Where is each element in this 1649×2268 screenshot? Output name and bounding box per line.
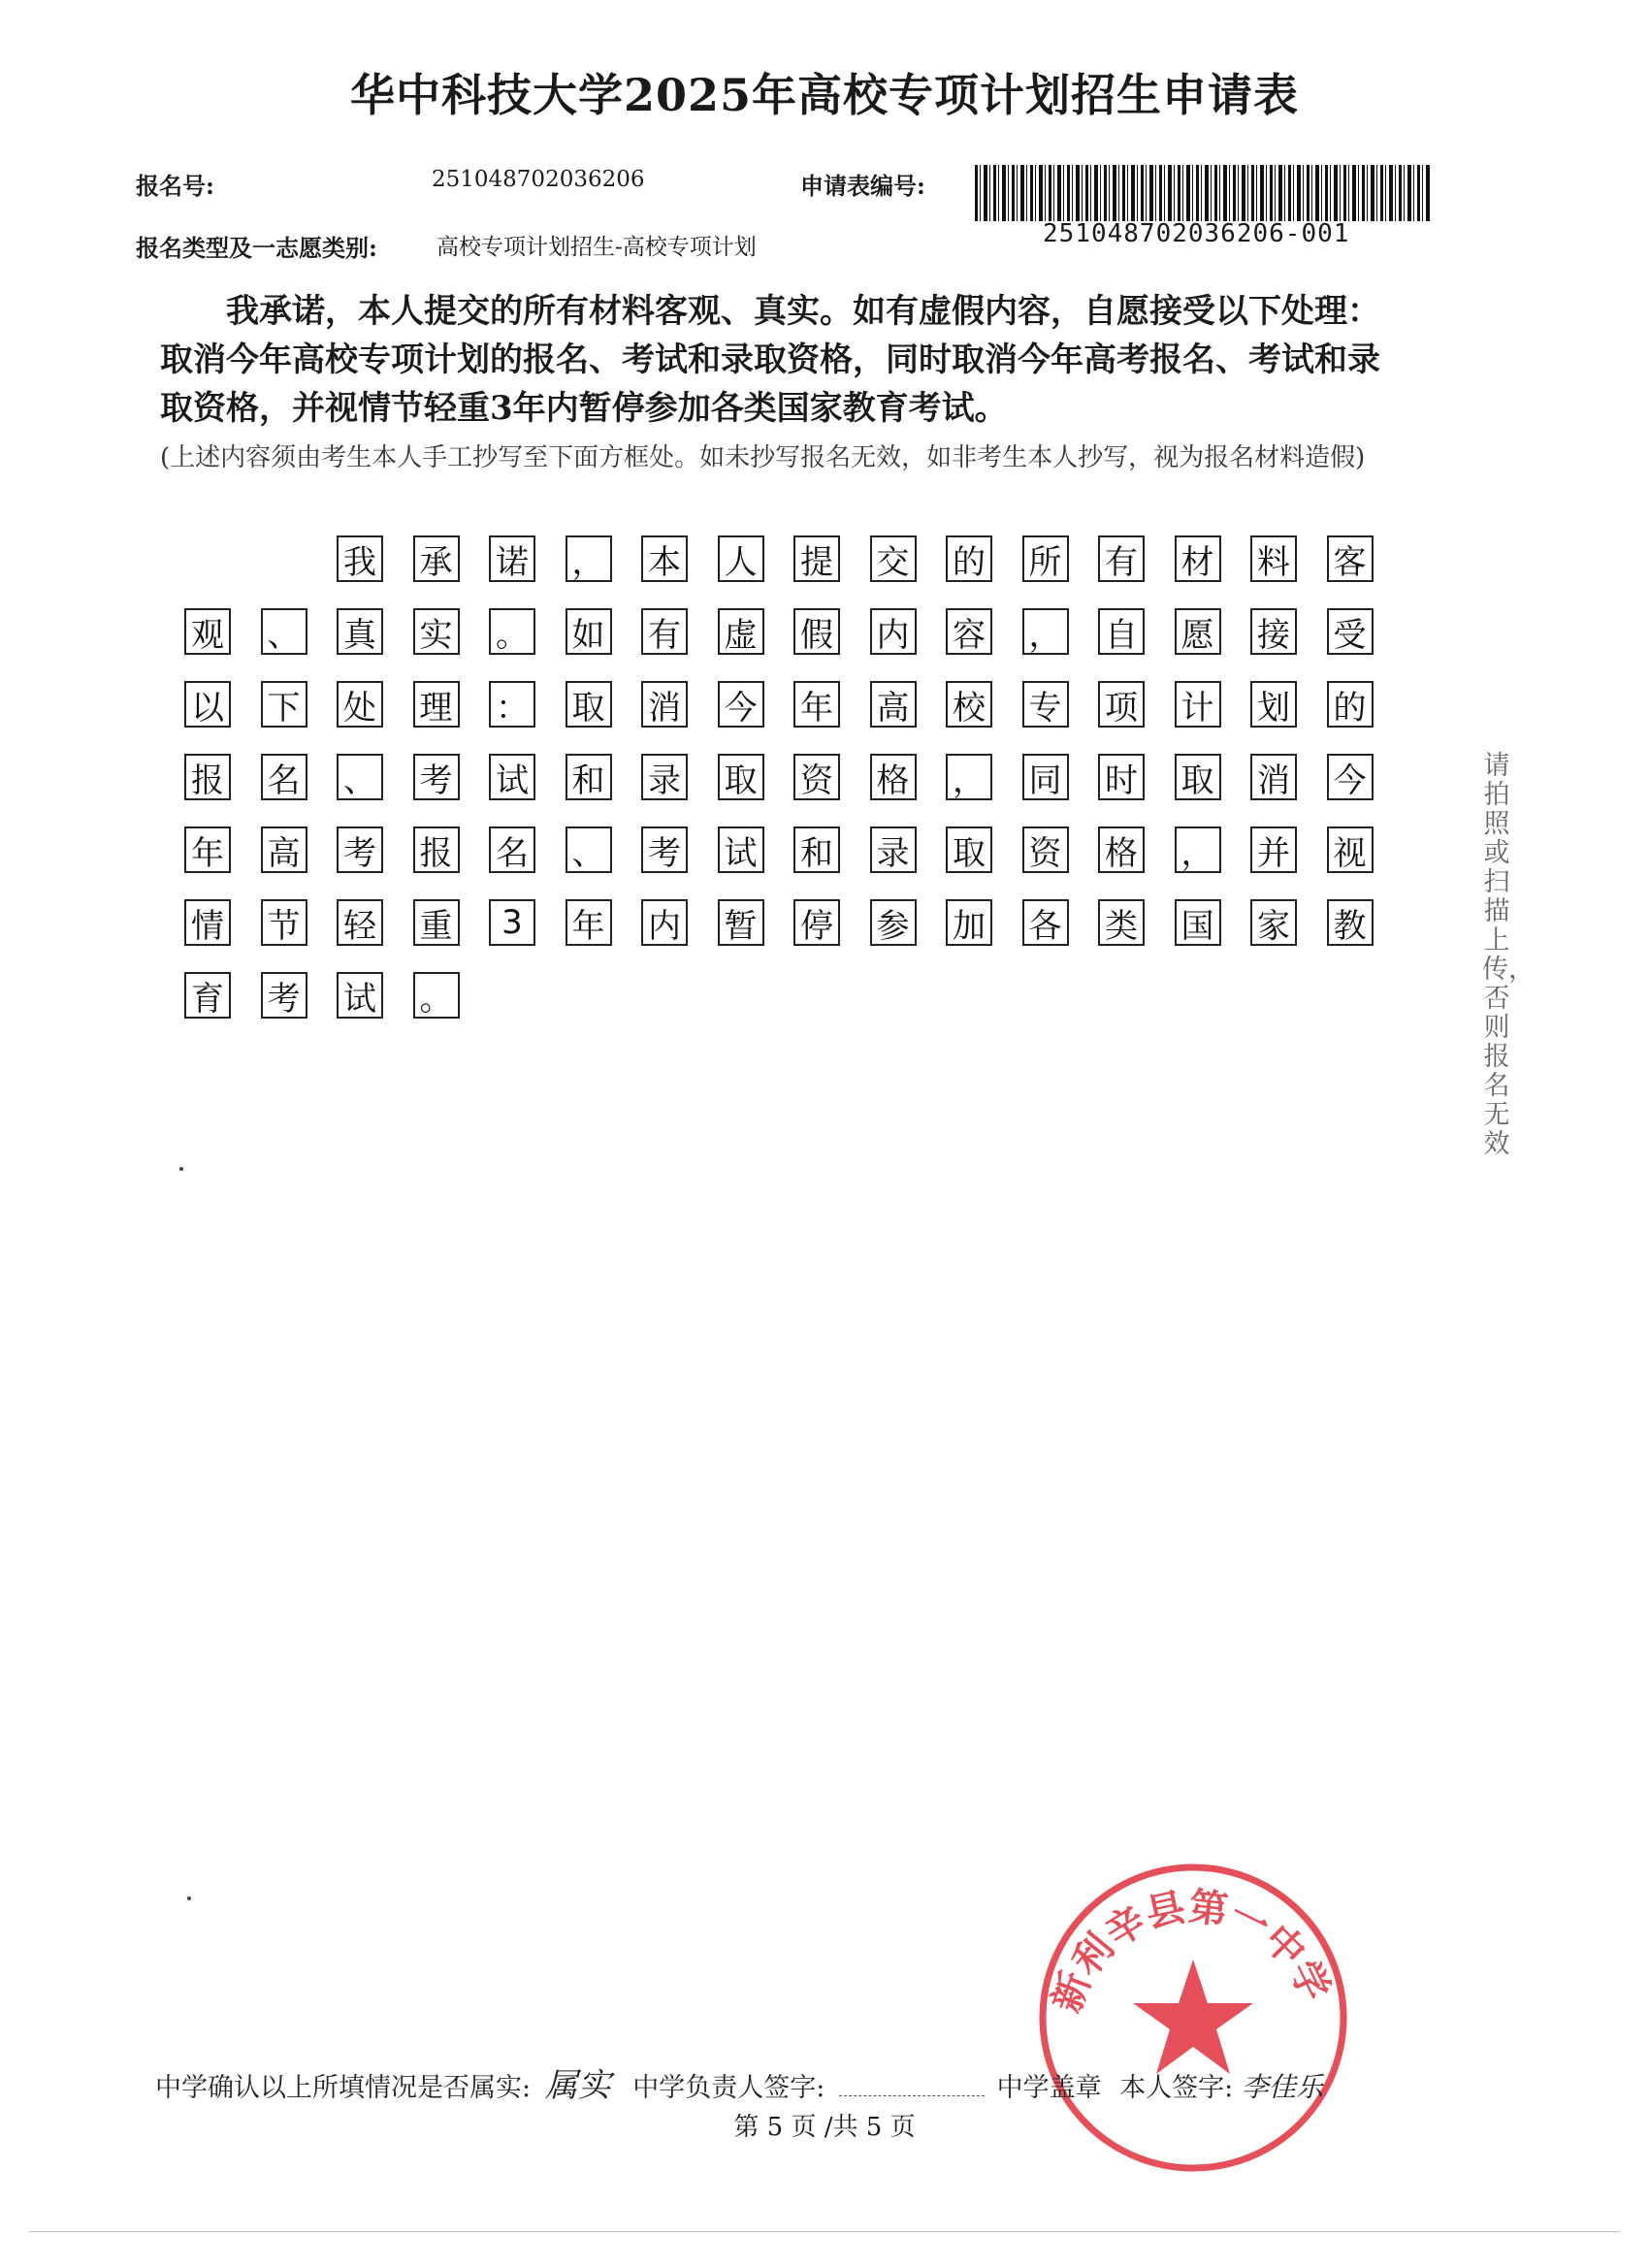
handwriting-cell: ， bbox=[946, 754, 992, 800]
handwriting-cell: 重 bbox=[413, 899, 460, 946]
handwriting-cell: 取 bbox=[718, 754, 764, 800]
seal-label: 中学盖章 bbox=[996, 2073, 1102, 2103]
scan-edge-line bbox=[29, 2231, 1620, 2232]
empty-slot bbox=[1327, 972, 1404, 1019]
handwriting-cell: 有 bbox=[641, 608, 688, 655]
handwriting-cell: 试 bbox=[489, 754, 535, 800]
handwriting-cell: 消 bbox=[641, 681, 688, 728]
handwriting-cell: 资 bbox=[1022, 826, 1069, 873]
handwriting-cell: 今 bbox=[718, 681, 764, 728]
empty-slot bbox=[566, 972, 642, 1019]
pledge-text: 我承诺，本人提交的所有材料客观、真实。如有虚假内容，自愿接受以下处理：取消今年高校专项计划的报名、考试和录取资格，同时取消今年高考报名、考试和录取资格，并视情节轻重3年内暂停参加各类国家教育考试。 bbox=[160, 292, 1380, 428]
empty-slot bbox=[870, 972, 947, 1019]
handwriting-grid bbox=[184, 535, 1406, 1019]
handwriting-cell: 格 bbox=[870, 754, 917, 800]
empty-slot bbox=[718, 972, 794, 1019]
handwriting-cell: 容 bbox=[946, 608, 992, 655]
handwriting-cell: 消 bbox=[1250, 754, 1297, 800]
reg-number-value: 251048702036206 bbox=[432, 167, 645, 192]
side-note: 请拍照或扫描上传，否则报名无效 bbox=[1482, 751, 1535, 1159]
barcode-number: 251048702036206-001 bbox=[1043, 219, 1350, 248]
scan-speck bbox=[187, 1896, 191, 1900]
type-label: 报名类型及一志愿类别: bbox=[136, 234, 377, 262]
empty-slot bbox=[1022, 972, 1099, 1019]
handwriting-cell: 有 bbox=[1098, 535, 1145, 582]
handwriting-cell: 实 bbox=[413, 608, 460, 655]
handwriting-cell: 育 bbox=[184, 972, 231, 1019]
handwriting-cell: ， bbox=[1022, 608, 1069, 655]
handwriting-cell: 类 bbox=[1098, 899, 1145, 946]
handwriting-cell: 教 bbox=[1327, 899, 1374, 946]
principal-sign-line bbox=[839, 2095, 985, 2096]
handwriting-cell: 年 bbox=[566, 899, 612, 946]
empty-slot bbox=[641, 972, 718, 1019]
handwriting-cell: 名 bbox=[261, 754, 307, 800]
footer-confirmation bbox=[155, 2058, 1323, 2106]
handwriting-cell: 报 bbox=[184, 754, 231, 800]
handwriting-cell: 同 bbox=[1022, 754, 1069, 800]
handwriting-cell: 各 bbox=[1022, 899, 1069, 946]
handwriting-cell: 考 bbox=[261, 972, 307, 1019]
self-sign-label: 本人签字: bbox=[1119, 2073, 1234, 2103]
handwriting-cell: 年 bbox=[184, 826, 231, 873]
handwriting-cell: ， bbox=[566, 535, 612, 582]
handwriting-cell: 格 bbox=[1098, 826, 1145, 873]
handwriting-cell: 高 bbox=[261, 826, 307, 873]
handwriting-cell: 接 bbox=[1250, 608, 1297, 655]
handwriting-cell: 家 bbox=[1250, 899, 1297, 946]
handwriting-cell: 取 bbox=[946, 826, 992, 873]
handwriting-cell: 如 bbox=[566, 608, 612, 655]
handwriting-cell: 本 bbox=[641, 535, 688, 582]
handwriting-cell: 诺 bbox=[489, 535, 535, 582]
reg-number-label: 报名号: bbox=[136, 172, 214, 200]
handwriting-cell: 我 bbox=[337, 535, 383, 582]
handwriting-cell: 停 bbox=[793, 899, 840, 946]
principal-sign-label: 中学负责人签字: bbox=[632, 2073, 825, 2103]
handwriting-cell: 试 bbox=[337, 972, 383, 1019]
empty-slot bbox=[1098, 972, 1175, 1019]
seal-star-icon bbox=[1133, 1960, 1253, 2074]
seal-text: 新利辛县第一中学 bbox=[1044, 1884, 1339, 2019]
handwriting-cell: 假 bbox=[793, 608, 840, 655]
handwriting-cell: 录 bbox=[641, 754, 688, 800]
handwriting-cell: 、 bbox=[566, 826, 612, 873]
handwriting-cell: 国 bbox=[1175, 899, 1221, 946]
scan-speck bbox=[179, 1167, 183, 1171]
barcode bbox=[975, 165, 1431, 221]
page-title: 华中科技大学2025年高校专项计划招生申请表 bbox=[349, 69, 1300, 121]
handwriting-cell: 下 bbox=[261, 681, 307, 728]
empty-slot bbox=[793, 972, 870, 1019]
empty-slot bbox=[489, 972, 566, 1019]
handwriting-cell: 真 bbox=[337, 608, 383, 655]
handwriting-cell: 的 bbox=[1327, 681, 1374, 728]
handwriting-cell: 承 bbox=[413, 535, 460, 582]
handwriting-cell: 资 bbox=[793, 754, 840, 800]
handwriting-cell: 划 bbox=[1250, 681, 1297, 728]
self-sign-value: 李佳乐 bbox=[1241, 2071, 1323, 2103]
empty-slot bbox=[946, 972, 1022, 1019]
handwriting-cell: 客 bbox=[1327, 535, 1374, 582]
handwriting-cell: 情 bbox=[184, 899, 231, 946]
handwriting-cell: ： bbox=[489, 681, 535, 728]
handwriting-cell: 今 bbox=[1327, 754, 1374, 800]
handwriting-cell: 和 bbox=[793, 826, 840, 873]
handwriting-cell: 参 bbox=[870, 899, 917, 946]
page-number: 第 5 页 /共 5 页 bbox=[733, 2113, 916, 2142]
handwriting-cell: 项 bbox=[1098, 681, 1145, 728]
handwriting-cell: 的 bbox=[946, 535, 992, 582]
handwriting-cell: 受 bbox=[1327, 608, 1374, 655]
handwriting-cell: 所 bbox=[1022, 535, 1069, 582]
handwriting-cell: 虚 bbox=[718, 608, 764, 655]
handwriting-cell: 愿 bbox=[1175, 608, 1221, 655]
handwriting-cell: 报 bbox=[413, 826, 460, 873]
confirm-value: 属实 bbox=[544, 2066, 611, 2105]
handwriting-cell: 和 bbox=[566, 754, 612, 800]
handwriting-cell: 名 bbox=[489, 826, 535, 873]
empty-slot bbox=[184, 535, 261, 582]
handwriting-cell: ， bbox=[1175, 826, 1221, 873]
handwriting-cell: 、 bbox=[261, 608, 307, 655]
handwriting-cell: 理 bbox=[413, 681, 460, 728]
handwriting-cell: 录 bbox=[870, 826, 917, 873]
handwriting-cell: 料 bbox=[1250, 535, 1297, 582]
handwriting-cell: 观 bbox=[184, 608, 231, 655]
empty-slot bbox=[1175, 972, 1251, 1019]
handwriting-cell: 以 bbox=[184, 681, 231, 728]
handwriting-cell: 年 bbox=[793, 681, 840, 728]
handwriting-cell: 时 bbox=[1098, 754, 1145, 800]
empty-slot bbox=[261, 535, 338, 582]
handwriting-cell: 视 bbox=[1327, 826, 1374, 873]
handwriting-cell: 取 bbox=[1175, 754, 1221, 800]
handwriting-cell: 自 bbox=[1098, 608, 1145, 655]
handwriting-cell: 专 bbox=[1022, 681, 1069, 728]
type-value: 高校专项计划招生-高校专项计划 bbox=[436, 235, 757, 260]
form-number-label: 申请表编号: bbox=[800, 172, 925, 200]
handwriting-cell: 。 bbox=[413, 972, 460, 1019]
handwriting-cell: 校 bbox=[946, 681, 992, 728]
handwriting-cell: 提 bbox=[793, 535, 840, 582]
confirm-label: 中学确认以上所填情况是否属实: bbox=[155, 2073, 532, 2103]
handwriting-cell: 并 bbox=[1250, 826, 1297, 873]
handwriting-cell: 内 bbox=[641, 899, 688, 946]
empty-slot bbox=[1250, 972, 1327, 1019]
handwriting-cell: 取 bbox=[566, 681, 612, 728]
handwriting-cell: 内 bbox=[870, 608, 917, 655]
handwriting-cell: 暂 bbox=[718, 899, 764, 946]
handwriting-cell: 高 bbox=[870, 681, 917, 728]
handwriting-cell: 考 bbox=[337, 826, 383, 873]
handwriting-cell: 、 bbox=[337, 754, 383, 800]
handwriting-cell: 考 bbox=[413, 754, 460, 800]
handwriting-cell: 试 bbox=[718, 826, 764, 873]
handwriting-cell: 处 bbox=[337, 681, 383, 728]
handwriting-cell: 轻 bbox=[337, 899, 383, 946]
copy-instruction-note: (上述内容须由考生本人手工抄写至下面方框处。如未抄写报名无效，如非考生本人抄写，视为报名材料造假) bbox=[160, 443, 1366, 472]
handwriting-cell: 节 bbox=[261, 899, 307, 946]
handwriting-cell: 交 bbox=[870, 535, 917, 582]
handwriting-cell: 3 bbox=[489, 899, 535, 946]
handwriting-cell: 加 bbox=[946, 899, 992, 946]
handwriting-cell: 材 bbox=[1175, 535, 1221, 582]
handwriting-cell: 人 bbox=[718, 535, 764, 582]
handwriting-cell: 。 bbox=[489, 608, 535, 655]
handwriting-cell: 考 bbox=[641, 826, 688, 873]
handwriting-cell: 计 bbox=[1175, 681, 1221, 728]
